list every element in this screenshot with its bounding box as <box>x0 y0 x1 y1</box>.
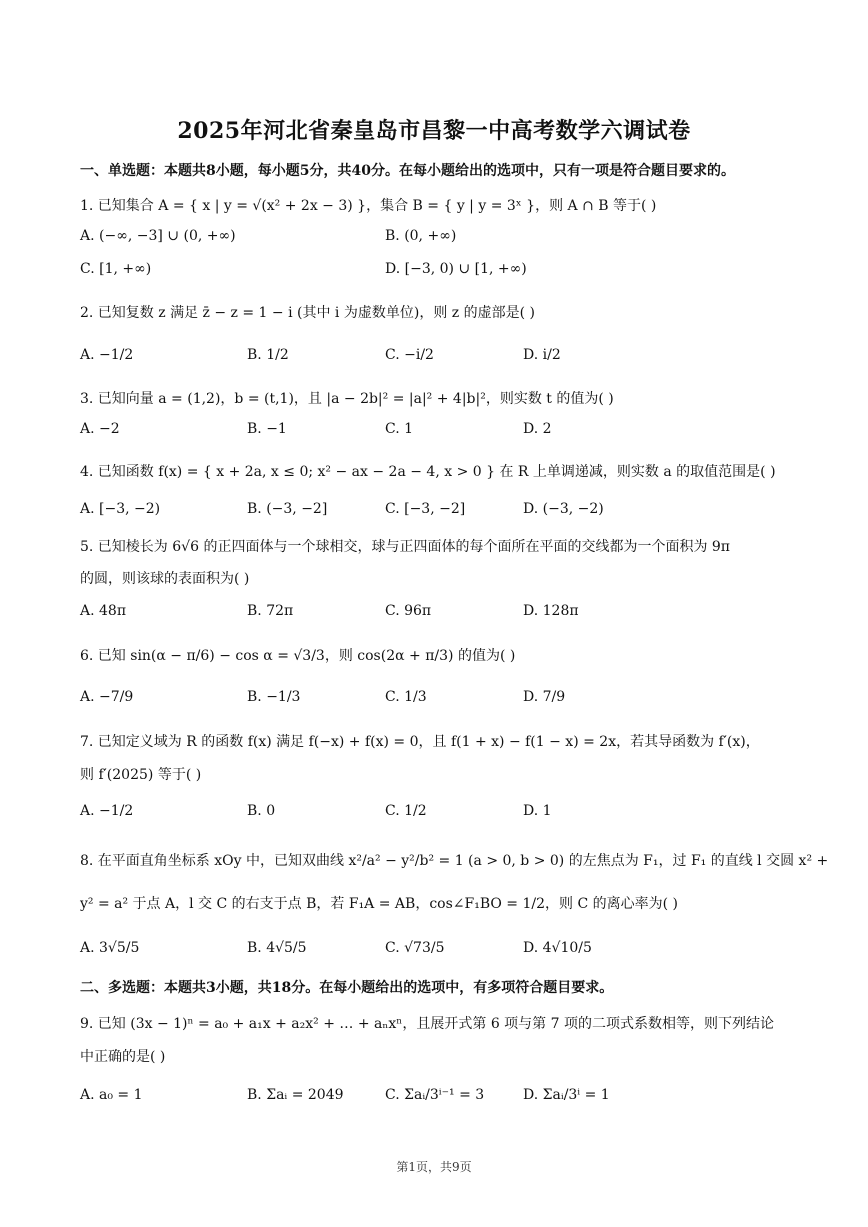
question-4-option-a: A. [−3, −2) <box>80 501 161 517</box>
question-4-stem: 4. 已知函数 f(x) = { x + 2a, x ≤ 0; x² − ax − 2a − 4, x > 0 } 在 R 上单调递减，则实数 a 的取值范围是( ) <box>80 464 776 480</box>
question-6-option-a: A. −7/9 <box>80 689 134 705</box>
question-6-option-c: C. 1/3 <box>385 689 427 705</box>
question-2-stem: 2. 已知复数 z 满足 z̄ − z = 1 − i (其中 i 为虚数单位)，则 z 的虚部是( ) <box>80 305 535 321</box>
question-7-option-d: D. 1 <box>523 803 552 819</box>
question-8-stem-line-1: 8. 在平面直角坐标系 xOy 中，已知双曲线 x²/a² − y²/b² = 1 (a > 0, b > 0) 的左焦点为 F₁，过 F₁ 的直线 l 交圆 x² + <box>80 853 829 869</box>
question-8-option-c: C. √73/5 <box>385 940 445 956</box>
question-7-option-b: B. 0 <box>247 803 276 819</box>
question-2-option-b: B. 1/2 <box>247 347 289 363</box>
question-5-option-a: A. 48π <box>80 603 127 619</box>
question-9-option-a: A. a₀ = 1 <box>80 1087 143 1103</box>
page-footer: 第1页，共9页 <box>396 1160 472 1174</box>
question-5-option-c: C. 96π <box>385 603 432 619</box>
question-7-option-c: C. 1/2 <box>385 803 427 819</box>
question-6-option-b: B. −1/3 <box>247 689 301 705</box>
question-1-option-b: B. (0, +∞) <box>385 228 457 244</box>
question-1-option-c: C. [1, +∞) <box>80 261 152 277</box>
question-8-option-b: B. 4√5/5 <box>247 940 307 956</box>
section-single-choice: 一、单选题：本题共8小题，每小题5分，共40分。在每小题给出的选项中，只有一项是符合题目要求的。 <box>80 163 735 179</box>
question-7-stem-line-2: 则 f′(2025) 等于( ) <box>80 767 202 783</box>
question-3-option-b: B. −1 <box>247 421 287 437</box>
question-5-option-b: B. 72π <box>247 603 294 619</box>
page-title: 2025年河北省秦皇岛市昌黎一中高考数学六调试卷 <box>177 118 691 144</box>
question-9-stem-line-1: 9. 已知 (3x − 1)ⁿ = a₀ + a₁x + a₂x² + … + aₙxⁿ，且展开式第 6 项与第 7 项的二项式系数相等，则下列结论 <box>80 1016 774 1032</box>
question-5-stem-line-1: 5. 已知棱长为 6√6 的正四面体与一个球相交，球与正四面体的每个面所在平面的交线都为一个面积为 9π <box>80 539 730 555</box>
question-2-option-a: A. −1/2 <box>80 347 134 363</box>
question-5-stem-line-2: 的圆，则该球的表面积为( ) <box>80 571 250 587</box>
question-8-stem-line-2: y² = a² 于点 A，l 交 C 的右支于点 B，若 F₁A = AB，cos∠F₁BO = 1/2，则 C 的离心率为( ) <box>80 896 678 912</box>
question-7-stem-line-1: 7. 已知定义域为 R 的函数 f(x) 满足 f(−x) + f(x) = 0，且 f(1 + x) − f(1 − x) = 2x，若其导函数为 f′(x)， <box>80 734 760 750</box>
question-9-stem-line-2: 中正确的是( ) <box>80 1049 166 1065</box>
question-8-option-a: A. 3√5/5 <box>80 940 140 956</box>
question-9-option-b: B. Σaᵢ = 2049 <box>247 1087 344 1103</box>
question-6-option-d: D. 7/9 <box>523 689 566 705</box>
question-4-option-c: C. [−3, −2] <box>385 501 466 517</box>
question-3-option-c: C. 1 <box>385 421 414 437</box>
question-9-option-c: C. Σaᵢ/3ⁱ⁻¹ = 3 <box>385 1087 485 1103</box>
question-9-option-d: D. Σaᵢ/3ⁱ = 1 <box>523 1087 610 1103</box>
question-4-option-b: B. (−3, −2] <box>247 501 328 517</box>
question-6-stem: 6. 已知 sin(α − π/6) − cos α = √3/3，则 cos(2α + π/3) 的值为( ) <box>80 648 516 664</box>
question-2-option-d: D. i/2 <box>523 347 561 363</box>
question-5-option-d: D. 128π <box>523 603 579 619</box>
question-4-option-d: D. (−3, −2) <box>523 501 604 517</box>
question-1-option-d: D. [−3, 0) ∪ [1, +∞) <box>385 261 527 277</box>
question-3-stem: 3. 已知向量 a = (1,2)，b = (t,1)，且 |a − 2b|² = |a|² + 4|b|²，则实数 t 的值为( ) <box>80 391 614 407</box>
section-multiple-choice: 二、多选题：本题共3小题，共18分。在每小题给出的选项中，有多项符合题目要求。 <box>80 980 614 996</box>
question-7-option-a: A. −1/2 <box>80 803 134 819</box>
question-8-option-d: D. 4√10/5 <box>523 940 592 956</box>
question-1-stem: 1. 已知集合 A = { x | y = √(x² + 2x − 3) }，集合 B = { y | y = 3ˣ }，则 A ∩ B 等于( ) <box>80 198 657 214</box>
question-3-option-d: D. 2 <box>523 421 552 437</box>
question-2-option-c: C. −i/2 <box>385 347 434 363</box>
question-1-option-a: A. (−∞, −3] ∪ (0, +∞) <box>80 228 236 244</box>
question-3-option-a: A. −2 <box>80 421 120 437</box>
